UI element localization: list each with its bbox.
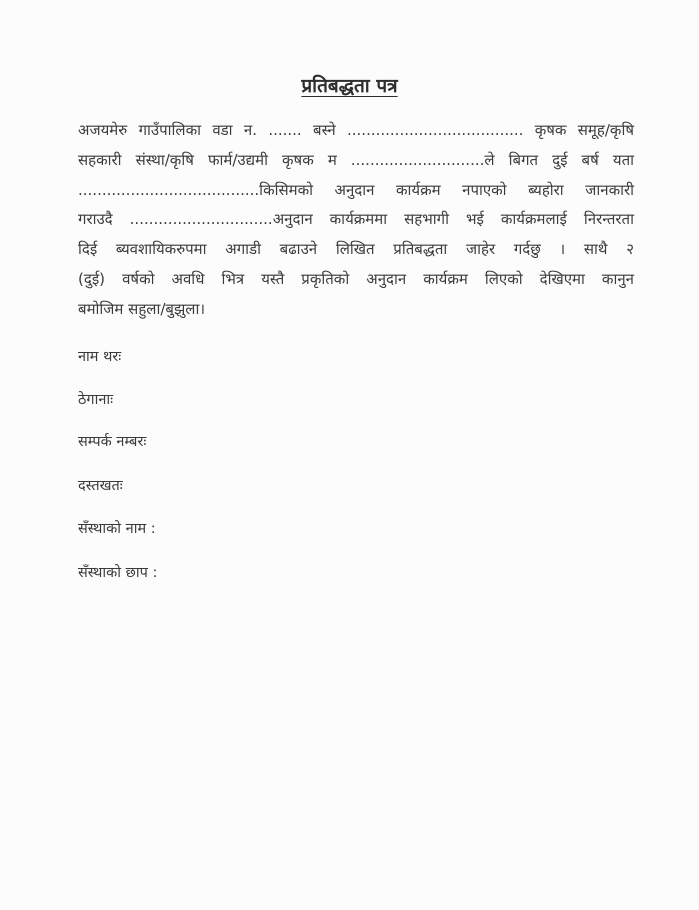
document-title	[0, 72, 699, 98]
paragraph-line-3: ......................................किसिमको अनुदान कार्यक्रम नपाएको ब्यहोरा जानकारी	[78, 180, 634, 199]
paragraph-line-4: गराउदै ..............................अनुदान कार्यक्रममा सहभागी भई कार्यक्रमलाई निरन्तरता	[78, 210, 634, 229]
document-title-text: प्रतिबद्धता पत्र	[301, 75, 398, 97]
name-field-label: नाम थरः	[78, 349, 122, 365]
paragraph-line-1: अजयमेरु गाउँपालिका वडा न. ....... बस्ने ..................................... कृषक समूह/कृषि	[78, 121, 634, 139]
organization-name-field-label: सँस्थाको नाम :	[78, 521, 156, 537]
organization-stamp-field-label: सँस्थाको छाप :	[78, 565, 158, 581]
signature-field-label: दस्तखतः	[78, 478, 123, 494]
paragraph-line-2: सहकारी संस्था/कृषि फार्म/उद्यमी कृषक म ............................ले बिगत दुई बर्ष यता	[78, 150, 634, 169]
paragraph-line-7: बमोजिम सहुला/बुझुला।	[78, 299, 206, 318]
contact-number-field-label: सम्पर्क नम्बरः	[78, 434, 147, 450]
commitment-paragraph	[78, 116, 634, 325]
paragraph-line-6: (दुई) वर्षको अवधि भित्र यस्तै प्रकृतिको अनुदान कार्यक्रम लिएको देखिएमा कानुन	[78, 269, 634, 288]
address-field-label: ठेगानाः	[78, 392, 114, 408]
paragraph-line-5: दिई ब्यवशायिकरुपमा अगाडी बढाउने लिखित प्रतिबद्धता जाहेर गर्दछु । साथै २	[78, 240, 634, 259]
